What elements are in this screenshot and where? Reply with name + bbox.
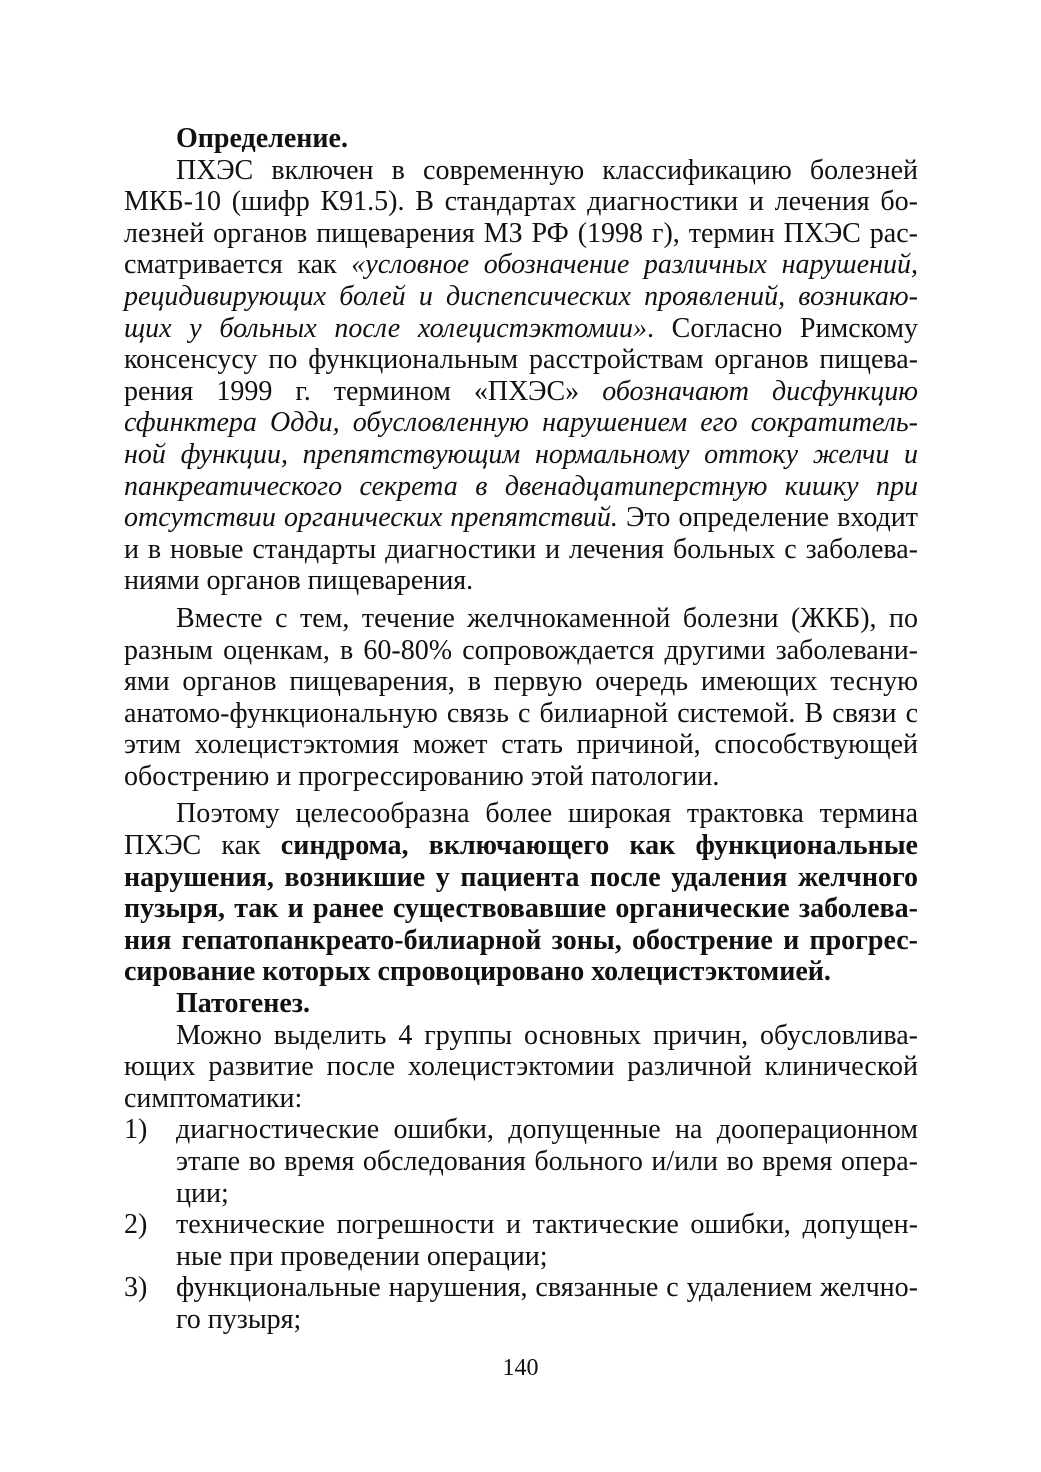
page-number: 140: [502, 1355, 539, 1381]
section-heading-pathogenesis: Патогенез.: [176, 988, 311, 1020]
italic-quote: «условное обозначение различных нарушений, рецидивирующих болей и диспепсических проявлений, возникающих у больных после холецистэктомии»: [124, 249, 918, 344]
list-item-text: функциональные нарушения, связанные с удалением желчного пузыря;: [176, 1272, 918, 1335]
bold-definition: синдрома, включающего как функциональные нарушения, возникшие у пациента после удаления желчного пузыря, так и ранее существовавшие органические заболевания гепатопанкреато-билиарной зоны, обострение и прогрессирование которых спровоцировано холецистэктомией.: [124, 830, 918, 988]
list-item-number: 2): [124, 1209, 148, 1241]
causes-list: [124, 1114, 918, 1335]
paragraph-text: . Согласно Римскому консенсусу по функциональным расстройствам органов пищеварения 1999 г. термином «ПХЭС»: [124, 312, 918, 407]
list-item-text: технические погрешности и тактические ошибки, допущенные при проведении операции;: [176, 1209, 918, 1272]
paragraph-gallstone: Вместе с тем, течение желчнокаменной болезни (ЖКБ), по разным оценкам, в 60-80% сопровождается другими заболеваниями органов пищеварения, в первую очередь имеющих тесную анатомо-функциональную связь с билиарной системой. В связи с этим холецистэктомия может стать причиной, способствующей обострению и прогрессированию этой патологии.: [124, 602, 918, 792]
paragraph-text: ПХЭС включен в современную классификацию болезней МКБ-10 (шифр К91.5). В стандартах диагностики и лечения болезней органов пищеварения МЗ РФ (1998 г), термин ПХЭС рассматривается как: [124, 154, 918, 281]
paragraph-syndrome: [124, 798, 918, 988]
paragraph-causes: Можно выделить 4 группы основных причин, обусловливающих развитие после холецистэктомии различной клинической симптоматики:: [124, 1019, 918, 1114]
list-item: [124, 1272, 918, 1335]
list-item: [124, 1209, 918, 1272]
list-item: [124, 1114, 918, 1209]
paragraph-text: Поэтому целесообразна более широкая трактовка термина ПХЭС как: [124, 798, 918, 862]
paragraph-definition: [124, 155, 918, 597]
section-heading-definition: Определение.: [176, 123, 348, 154]
list-item-number: 1): [124, 1114, 148, 1146]
italic-definition: обозначают дисфункцию сфинктера Одди, обусловленную нарушением его сократительной функции, препятствующим нормальному оттоку желчи и панкреатического секрета в двенадцатиперстную кишку при отсутствии органических препятствий.: [124, 375, 918, 534]
paragraph-text: Это определение входит и в новые стандарты диагностики и лечения больных с заболеваниями органов пищеварения.: [124, 502, 918, 597]
list-item-number: 3): [124, 1272, 148, 1304]
page-body: [124, 123, 918, 1336]
list-item-text: диагностические ошибки, допущенные на дооперационном этапе во время обследования больного и/или во время операции;: [176, 1114, 918, 1209]
